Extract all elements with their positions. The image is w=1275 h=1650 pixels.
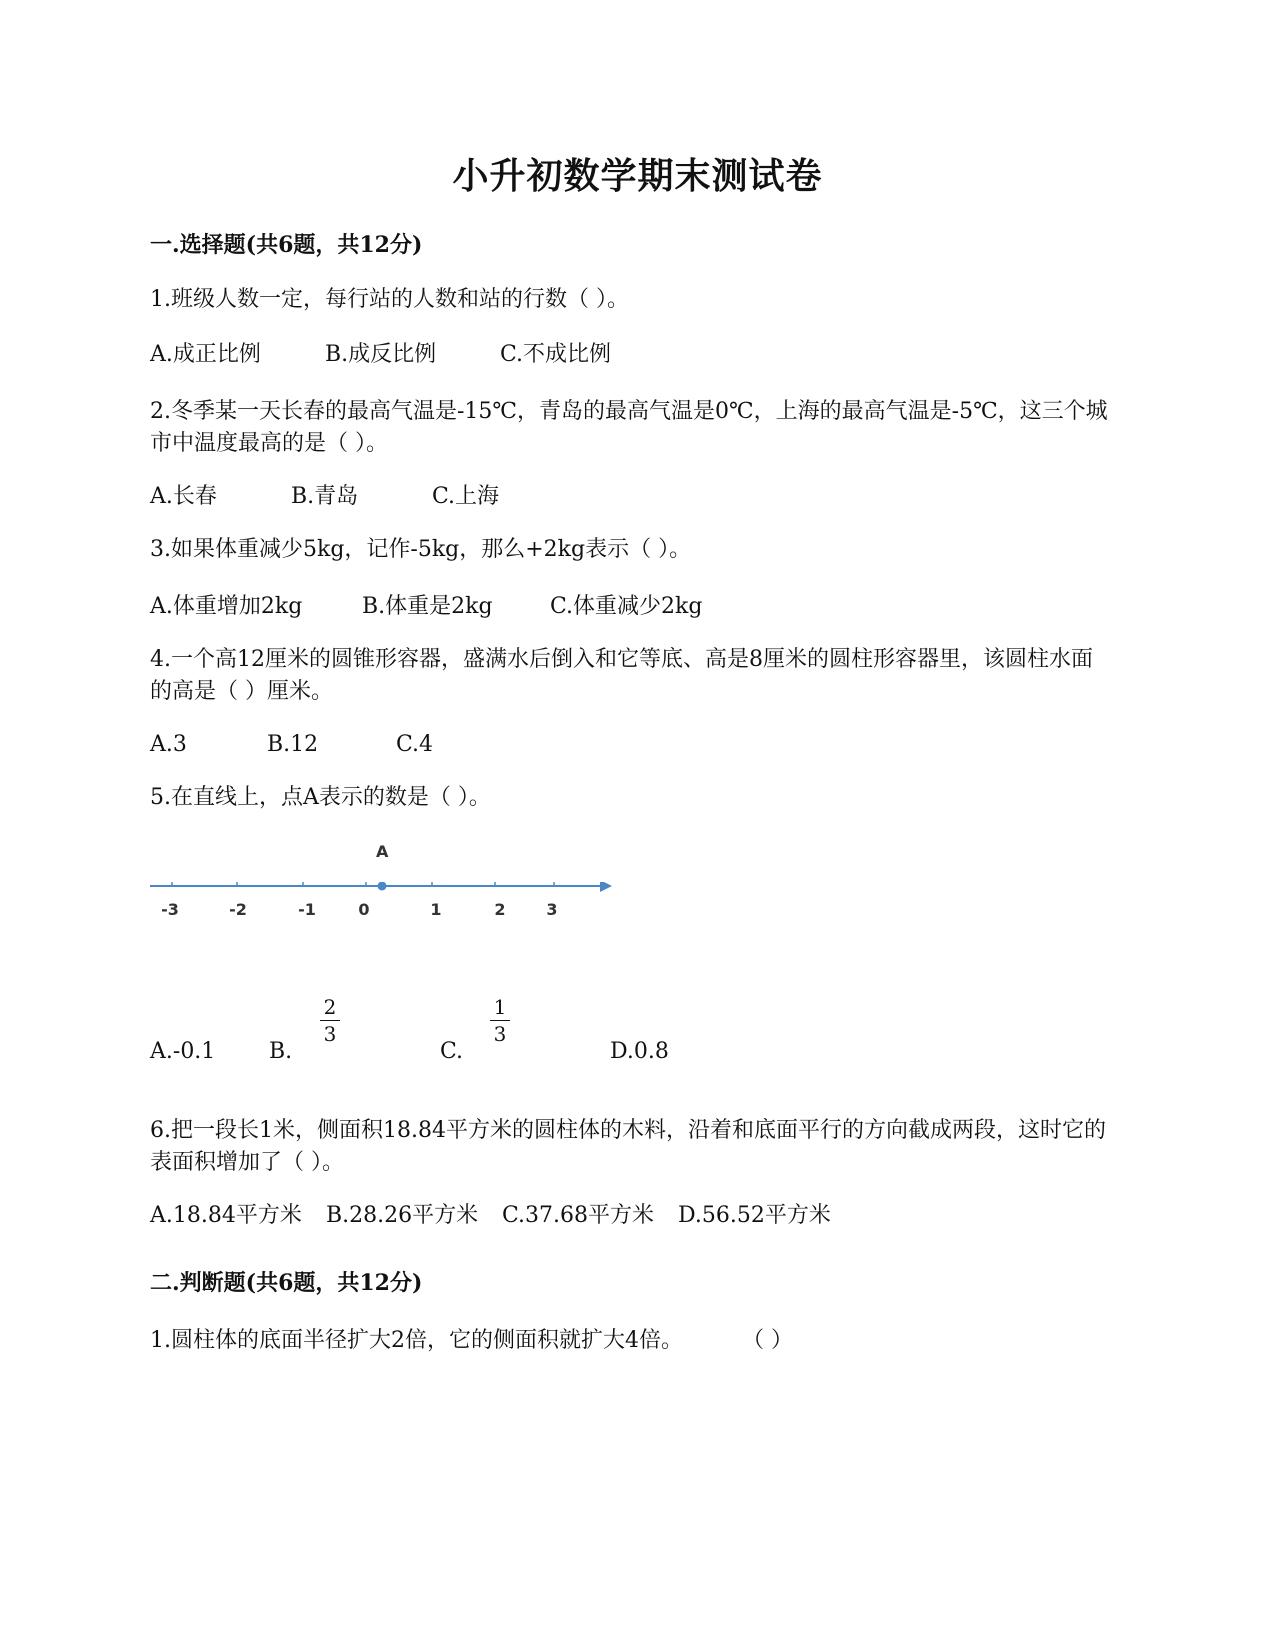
option-b: B.成反比例 xyxy=(325,342,437,367)
number-line-tick-label: -3 xyxy=(161,900,179,919)
point-a-label: A xyxy=(376,842,389,861)
fraction-denominator: 3 xyxy=(323,1022,337,1046)
section-heading-judgement: 二.判断题(共6题，共12分) xyxy=(150,1270,423,1296)
option-c: C.37.68平方米 xyxy=(502,1203,655,1228)
option-b: B.28.26平方米 xyxy=(326,1203,479,1228)
option-a: A.18.84平方米 xyxy=(150,1203,302,1228)
fraction-denominator: 3 xyxy=(493,1022,507,1046)
fraction-two-thirds xyxy=(318,996,342,1045)
option-c: C.不成比例 xyxy=(500,342,612,367)
fraction-bar xyxy=(320,1020,340,1021)
option-c: C.上海 xyxy=(432,484,500,509)
option-c: C.4 xyxy=(396,732,434,757)
number-line-tick-label: -1 xyxy=(298,900,316,919)
question-2-text: 2.冬季某一天长春的最高气温是-15℃，青岛的最高气温是0℃，上海的最高气温是-5℃，这三个城市中温度最高的是（ ）。 xyxy=(150,399,1108,456)
option-a: A.成正比例 xyxy=(150,342,261,367)
number-line-tick-label: 2 xyxy=(494,900,506,919)
option-b: B.12 xyxy=(267,732,319,757)
option-b: B.体重是2kg xyxy=(362,594,493,619)
question-6-text: 6.把一段长1米，侧面积18.84平方米的圆柱体的木料，沿着和底面平行的方向截成两段，这时它的表面积增加了（ ）。 xyxy=(150,1118,1106,1175)
fraction-numerator: 1 xyxy=(493,995,507,1019)
question-5-text: 5.在直线上，点A表示的数是（ ）。 xyxy=(150,785,491,810)
fraction-one-third xyxy=(488,996,512,1045)
option-d: D.0.8 xyxy=(610,1039,669,1064)
number-line-figure xyxy=(150,882,650,982)
question-4-text: 4.一个高12厘米的圆锥形容器，盛满水后倒入和它等底、高是8厘米的圆柱形容器里，该圆柱水面的高是（ ）厘米。 xyxy=(150,647,1093,704)
number-line-tick-label: -2 xyxy=(229,900,247,919)
answer-blank[interactable]: （ ） xyxy=(742,1328,793,1353)
arrow-right-icon xyxy=(600,882,612,892)
option-b: B. xyxy=(269,1039,293,1064)
fraction-bar xyxy=(490,1020,510,1021)
option-d: D.56.52平方米 xyxy=(678,1203,831,1228)
question-3-text: 3.如果体重减少5kg，记作-5kg，那么+2kg表示（ ）。 xyxy=(150,537,692,562)
judgement-question-1-text: 1.圆柱体的底面半径扩大2倍，它的侧面积就扩大4倍。 xyxy=(150,1328,683,1353)
question-1-text: 1.班级人数一定，每行站的人数和站的行数（ ）。 xyxy=(150,287,629,312)
number-line-tick-label: 1 xyxy=(430,900,442,919)
option-b: B.青岛 xyxy=(291,484,359,509)
point-a-dot xyxy=(378,882,387,891)
section-heading-choice: 一.选择题(共6题，共12分) xyxy=(150,232,423,258)
option-c: C.体重减少2kg xyxy=(550,594,703,619)
page-title: 小升初数学期末测试卷 xyxy=(452,155,823,197)
fraction-numerator: 2 xyxy=(323,995,337,1019)
option-a: A.-0.1 xyxy=(150,1039,216,1064)
option-c: C. xyxy=(440,1039,464,1064)
option-a: A.长春 xyxy=(150,484,217,509)
number-line-tick-label: 0 xyxy=(358,900,370,919)
number-line-tick-label: 3 xyxy=(546,900,558,919)
option-a: A.体重增加2kg xyxy=(150,594,303,619)
option-a: A.3 xyxy=(150,732,187,757)
